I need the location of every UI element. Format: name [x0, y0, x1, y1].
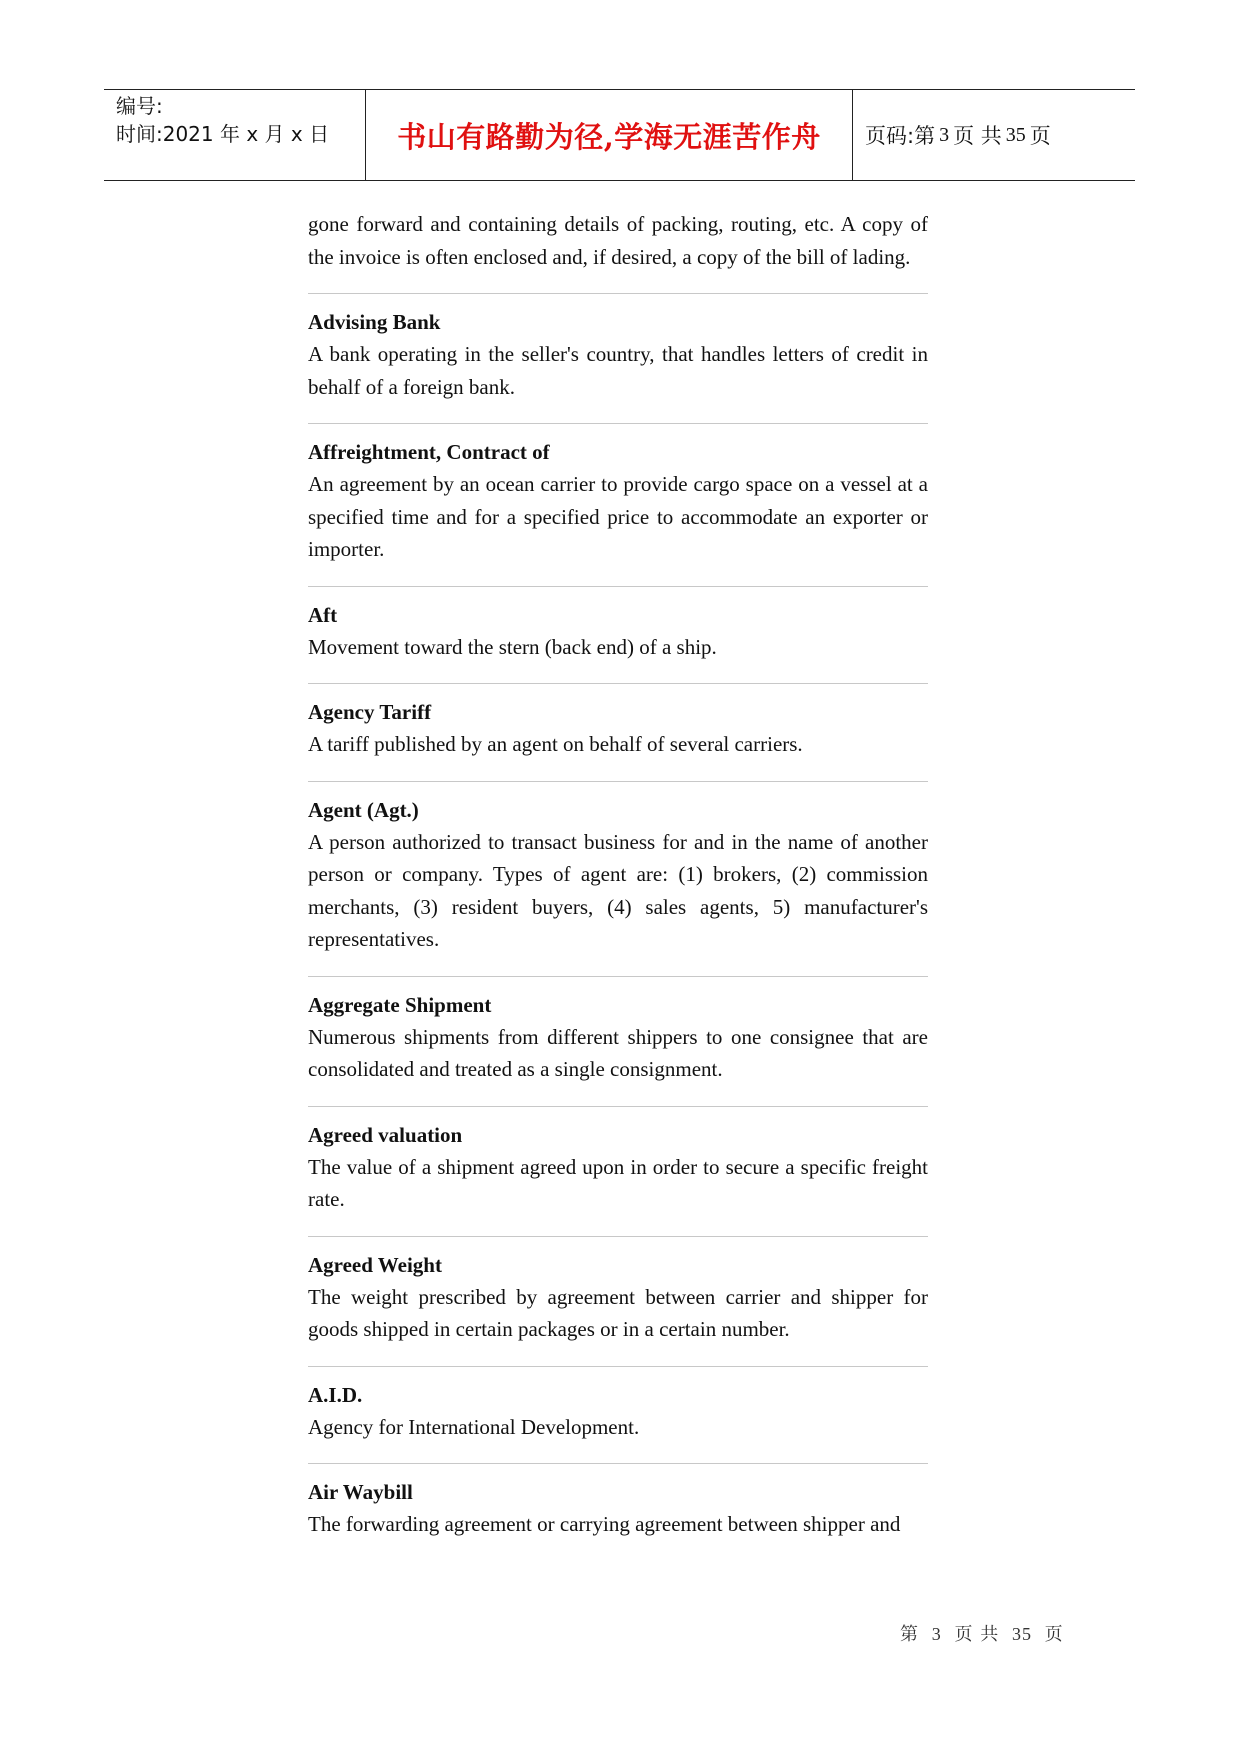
glossary-term: Advising Bank	[308, 310, 441, 334]
glossary-term: Aggregate Shipment	[308, 992, 492, 1017]
glossary-entry	[308, 1106, 928, 1216]
glossary-term: Agreed Weight	[308, 1252, 442, 1277]
glossary-entry	[308, 586, 928, 664]
glossary-entry	[308, 976, 928, 1086]
glossary-definition: Numerous shipments from different shippers to one consignee that are consolidated and treated as a single consignment.	[308, 1024, 928, 1081]
footer-prefix: 第	[900, 1624, 919, 1645]
glossary-definition: A tariff published by an agent on behalf of several carriers.	[308, 732, 803, 756]
glossary-entry	[308, 1236, 928, 1346]
page-mid: 页 共	[953, 124, 1002, 148]
glossary-term: Affreightment, Contract of	[308, 440, 550, 464]
page-total-number: 35	[1005, 123, 1026, 146]
glossary-term: Aft	[308, 602, 338, 627]
footer-total-pages: 35	[1011, 1624, 1032, 1644]
glossary-entry	[308, 1463, 928, 1541]
footer-suffix: 页	[1044, 1624, 1064, 1645]
glossary-entry	[308, 781, 928, 956]
glossary-definition: Agency for International Development.	[308, 1414, 640, 1439]
glossary-entry	[308, 293, 928, 403]
intro-paragraph: gone forward and containing details of packing, routing, etc. A copy of the invoice is often enclosed and, if desired, a copy of the bill of lading.	[308, 212, 928, 269]
page-current-number: 3	[939, 123, 950, 146]
footer-current-page: 3	[931, 1624, 942, 1644]
footer-mid: 页 共	[954, 1624, 1000, 1645]
glossary-entry	[308, 683, 928, 761]
glossary-term: Agency Tariff	[308, 700, 432, 724]
glossary-definition: A person authorized to transact business for and in the name of another person or company. Types of agent are: (1) brokers, (2) commission merchants, (3) resident buyers, (4) sales agents, 5) manufacturer's representatives.	[308, 829, 928, 951]
page-suffix: 页	[1029, 124, 1051, 148]
document-header	[104, 89, 1135, 181]
glossary-content	[308, 208, 928, 1541]
header-motto-cell	[366, 90, 853, 180]
header-meta-cell	[104, 90, 366, 180]
header-page-cell	[853, 90, 1135, 180]
glossary-definition: The weight prescribed by agreement between carrier and shipper for goods shipped in certain packages or in a certain number.	[308, 1284, 928, 1341]
serial-number-label: 编号:	[116, 94, 163, 118]
glossary-term: Agent (Agt.)	[308, 797, 419, 822]
glossary-entry	[308, 1366, 928, 1444]
page-prefix: 页码:第	[865, 124, 936, 148]
glossary-term: Agreed valuation	[308, 1122, 463, 1147]
glossary-term: A.I.D.	[308, 1382, 363, 1407]
glossary-definition: Movement toward the stern (back end) of a ship.	[308, 634, 717, 659]
glossary-definition: A bank operating in the seller's country, that handles letters of credit in behalf of a foreign bank.	[308, 342, 928, 399]
glossary-entry	[308, 423, 928, 566]
date-label: 时间:2021 年 x 月 x 日	[116, 122, 330, 146]
motto-text: 书山有路勤为径,学海无涯苦作舟	[397, 119, 821, 154]
glossary-definition: The value of a shipment agreed upon in order to secure a specific freight rate.	[308, 1154, 928, 1211]
glossary-term: Air Waybill	[308, 1480, 413, 1504]
page-footer	[900, 1620, 1064, 1646]
glossary-definition: The forwarding agreement or carrying agreement between shipper and	[308, 1512, 901, 1536]
glossary-definition: An agreement by an ocean carrier to provide cargo space on a vessel at a specified time and for a specified price to accommodate an exporter or importer.	[308, 472, 928, 561]
